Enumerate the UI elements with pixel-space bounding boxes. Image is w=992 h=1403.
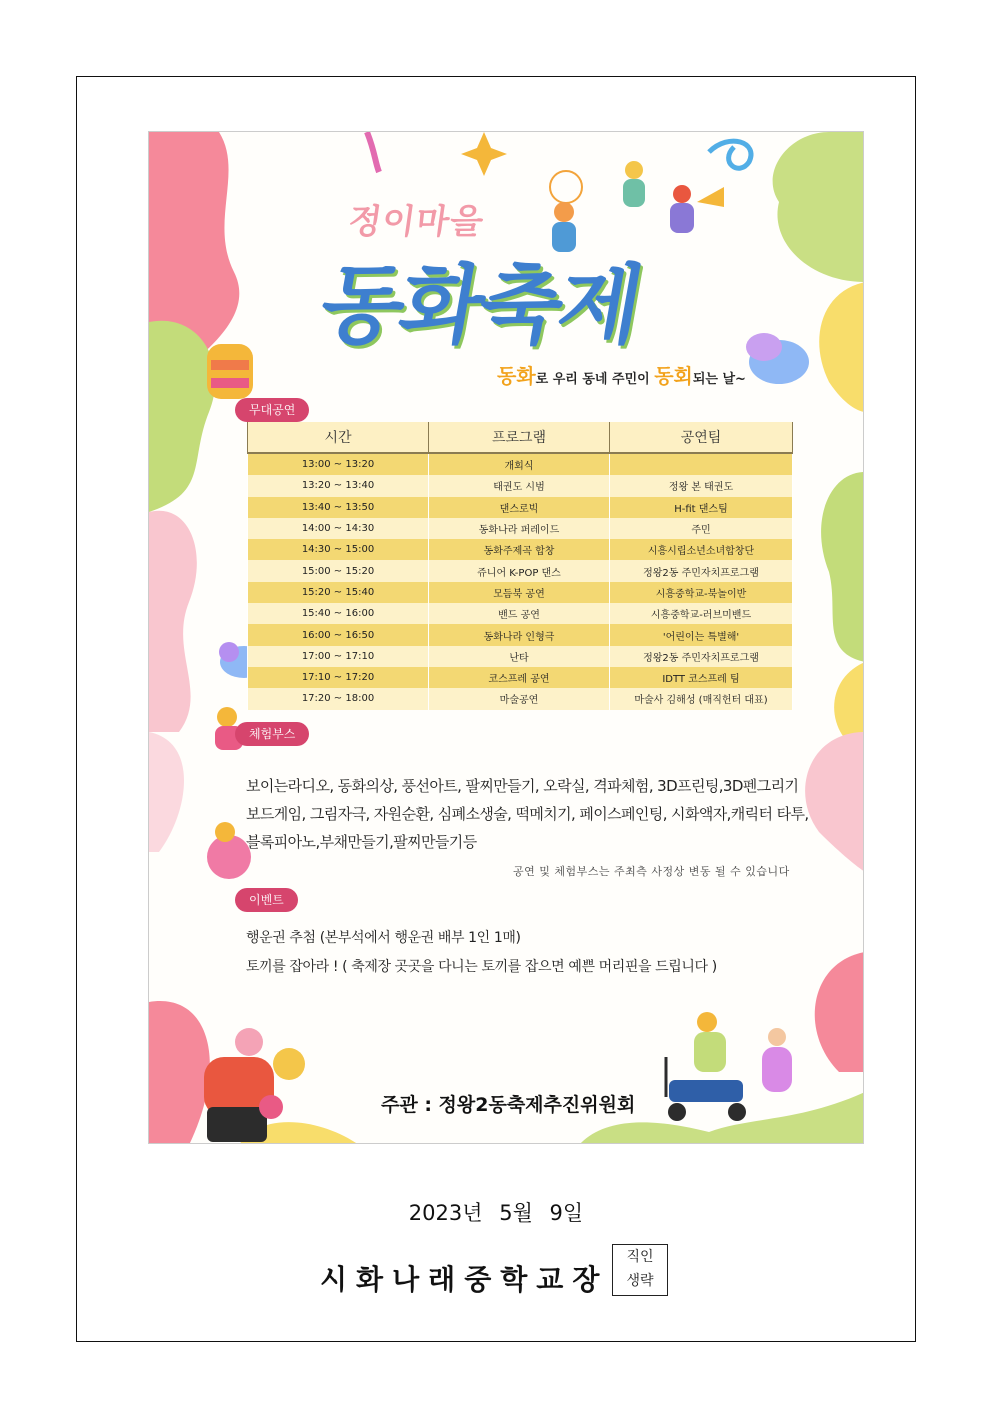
schedule-row [248, 582, 793, 603]
stamp-line: 생략 [626, 1273, 654, 1289]
schedule-row [248, 453, 793, 475]
cell-program: 동화나라 퍼레이드 [429, 518, 610, 539]
pink-cloud-left [149, 511, 197, 732]
character-scooter-body [694, 1032, 726, 1072]
schedule-row [248, 518, 793, 539]
character-trumpet-body [670, 203, 694, 233]
poster-title: 동화축제 [312, 256, 647, 356]
green-cloud-left [149, 321, 215, 512]
header-team: 공연팀 [610, 422, 793, 453]
yellow-cloud-right [819, 282, 864, 412]
cell-program: 밴드 공연 [429, 603, 610, 624]
tambourine-icon [259, 1095, 283, 1119]
official-seal-omitted [612, 1244, 668, 1296]
schedule-row [248, 560, 793, 581]
school-principal: 시화나래중학교장 [320, 1263, 609, 1296]
date-day: 9일 [549, 1201, 584, 1225]
cell-program: 마술공연 [429, 688, 610, 709]
slogan-text-1: 로 우리 동네 주민이 [535, 372, 655, 387]
green-cloud-right [821, 472, 864, 662]
slogan-highlight-2: 동회 [654, 364, 693, 388]
cell-program: 난타 [429, 646, 610, 667]
character-chef-body [762, 1047, 792, 1092]
event-line: 토끼를 잡아라 ! ( 축제장 곳곳을 다니는 토끼를 잡으면 예쁜 머리핀을 드립니다 ) [246, 959, 717, 975]
cell-team: H-fit 댄스팀 [610, 497, 793, 518]
character-event-body [207, 835, 251, 879]
booth-section-tag: 체험부스 [235, 722, 309, 746]
drum-icon [207, 1107, 267, 1142]
slogan-text-2: 되는 날~ [692, 372, 746, 387]
stamp-line: 직인 [626, 1249, 654, 1265]
scooter-icon [669, 1080, 743, 1102]
cell-team: IDTT 코스프레 팀 [610, 667, 793, 688]
character-chef-head [768, 1028, 786, 1046]
booth-list [246, 772, 816, 856]
cell-program: 개회식 [429, 453, 610, 475]
schedule-row [248, 539, 793, 560]
date-month: 5월 [499, 1201, 533, 1225]
character-drummer-head [235, 1028, 263, 1056]
cell-time: 17:20 ~ 18:00 [248, 688, 429, 709]
character-stack-left [207, 344, 253, 399]
cell-team [610, 453, 793, 475]
change-notice: 공연 및 체험부스는 주최측 사정상 변동 될 수 있습니다 [513, 865, 790, 878]
header-program: 프로그램 [429, 422, 610, 453]
schedule-header-row [248, 422, 793, 453]
cell-program: 동화나라 인형극 [429, 624, 610, 645]
poster-subtitle: 정이마을 [345, 202, 487, 242]
booth-line: 보드게임, 그림자극, 자원순환, 심폐소생술, 떡메치기, 페이스페인팅, 시화액자,캐릭터 타투, [246, 805, 809, 823]
cell-time: 13:40 ~ 13:50 [248, 497, 429, 518]
cell-team: 정왕 본 태권도 [610, 475, 793, 496]
cell-team: 정왕2동 주민자치프로그램 [610, 560, 793, 581]
stage-schedule-table [247, 422, 793, 710]
character-musician-head [554, 202, 574, 222]
cell-time: 14:30 ~ 15:00 [248, 539, 429, 560]
character-scooter-head [697, 1012, 717, 1032]
cell-time: 15:00 ~ 15:20 [248, 560, 429, 581]
schedule-row [248, 667, 793, 688]
document-date [0, 1197, 992, 1227]
cell-time: 17:10 ~ 17:20 [248, 667, 429, 688]
cell-time: 16:00 ~ 16:50 [248, 624, 429, 645]
schedule-row [248, 688, 793, 709]
cell-program: 동화주제곡 합창 [429, 539, 610, 560]
cell-team: '어린이는 특별해' [610, 624, 793, 645]
festival-poster [148, 131, 864, 1144]
cell-time: 15:40 ~ 16:00 [248, 603, 429, 624]
trumpet-icon [697, 187, 724, 207]
cell-program: 쥬니어 K-POP 댄스 [429, 560, 610, 581]
poster-slogan [497, 360, 746, 389]
cell-team: 마술사 김해성 (매직헌터 대표) [610, 688, 793, 709]
booth-line: 블록피아노,부채만들기,팔찌만들기등 [246, 833, 477, 851]
character-dancer-body [623, 179, 645, 207]
cell-team: 시흥시립소년소녀합창단 [610, 539, 793, 560]
cell-team: 주민 [610, 518, 793, 539]
character-event-head [215, 822, 235, 842]
stage-section-tag: 무대공연 [235, 398, 309, 422]
cell-program: 코스프레 공연 [429, 667, 610, 688]
cell-team: 정왕2동 주민자치프로그램 [610, 646, 793, 667]
character-dancer-head [625, 161, 643, 179]
cell-program: 댄스로빅 [429, 497, 610, 518]
ribbon-icon [367, 132, 379, 172]
cell-time: 17:00 ~ 17:10 [248, 646, 429, 667]
swirl-icon [709, 141, 751, 168]
green-cloud-top-right [773, 132, 864, 282]
cell-program: 모듬북 공연 [429, 582, 610, 603]
cell-team: 시흥중학교-북놀이반 [610, 582, 793, 603]
pink-cloud-bottom-right [815, 952, 864, 1072]
schedule-row [248, 624, 793, 645]
header-time: 시간 [248, 422, 429, 453]
event-section-tag: 이벤트 [235, 888, 298, 912]
pink-cloud-left-2 [149, 732, 184, 852]
cell-time: 15:20 ~ 15:40 [248, 582, 429, 603]
firework-icon [550, 171, 582, 203]
booth-line: 보이는라디오, 동화의상, 풍선아트, 팔찌만들기, 오락실, 격파체험, 3D프린팅,3D펜그리기 [246, 777, 799, 795]
cell-program: 태권도 시범 [429, 475, 610, 496]
schedule-body [248, 453, 793, 710]
schedule-row [248, 646, 793, 667]
cell-time: 14:00 ~ 14:30 [248, 518, 429, 539]
event-line: 행운권 추첨 (본부석에서 행운권 배부 1인 1매) [246, 930, 521, 946]
character-trumpet-head [673, 185, 691, 203]
event-list [246, 924, 717, 982]
pink-cloud-bottom-left [149, 1001, 210, 1144]
schedule-row [248, 475, 793, 496]
schedule-row [248, 497, 793, 518]
cell-team: 시흥중학교-러브미밴드 [610, 603, 793, 624]
host-organizer: 주관 : 정왕2동축제추진위원회 [381, 1094, 636, 1116]
schedule-row [248, 603, 793, 624]
cell-time: 13:00 ~ 13:20 [248, 453, 429, 475]
character-duck-head [273, 1048, 305, 1080]
character-booth-head [217, 707, 237, 727]
date-year: 2023년 [408, 1201, 483, 1225]
cell-time: 13:20 ~ 13:40 [248, 475, 429, 496]
star-icon [461, 132, 507, 176]
slogan-highlight-1: 동화 [497, 364, 536, 388]
